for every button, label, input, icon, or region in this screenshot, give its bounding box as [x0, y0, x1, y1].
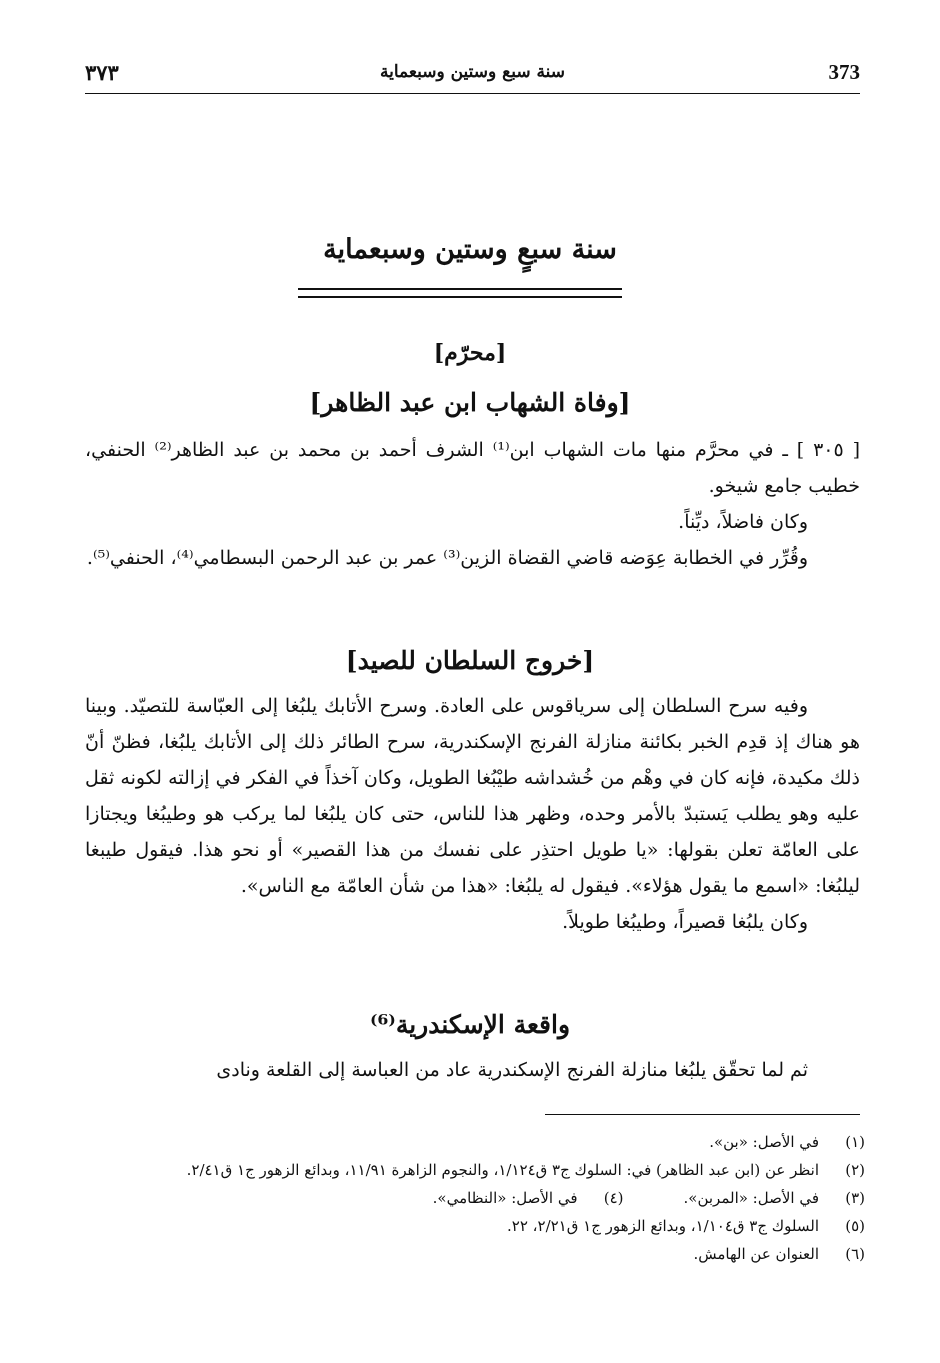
footnote: [85, 1212, 865, 1240]
footnote-row: [85, 1184, 865, 1212]
footnote: [433, 1184, 624, 1212]
footnote: [85, 1128, 865, 1156]
title-rule-bottom: [298, 296, 622, 298]
section-heading-death: [وفاة الشهاب ابن عبد الظاهر]: [309, 388, 631, 417]
footnote-text: في الأصل: «النظامي».: [432, 1189, 578, 1207]
footnote-number: (٤): [603, 1189, 624, 1207]
footnote-text: في الأصل: «بن».: [709, 1133, 819, 1151]
footnote-rule: [545, 1114, 860, 1115]
section-heading-alexandria: واقعة الإسكندرية⁽⁶⁾: [369, 1010, 571, 1039]
footnote-number: (٢): [845, 1161, 865, 1179]
section-heading-hunt: [خروج السلطان للصيد]: [345, 646, 595, 675]
footnote: [85, 1240, 865, 1268]
footnote-text: انظر عن (ابن عبد الظاهر) في: السلوك ج٣ ق١/١٢٤، والنجوم الزاهرة ١١/٩١، وبدائع الزهور ج١ ق٢/٤١.: [186, 1161, 819, 1179]
year-title: سنة سبعٍ وستين وسبعماية: [323, 234, 617, 265]
running-title: سنة سبع وستين وسبعماية: [380, 62, 565, 82]
footnote: [684, 1184, 865, 1212]
running-header: [85, 60, 860, 90]
title-rule-top: [298, 288, 622, 290]
footnote-text: العنوان عن الهامش.: [693, 1245, 819, 1263]
footnote-number: (١): [845, 1133, 865, 1151]
paragraph: وقُرِّر في الخطابة عِوَضه قاضي القضاة الزين⁽³⁾ عمر بن عبد الرحمن البسطامي⁽⁴⁾، الحنفي⁽⁵⁾.: [86, 547, 808, 569]
footnotes: [85, 1128, 865, 1268]
footnote-number: (٥): [845, 1217, 865, 1235]
paragraph: وكان يلبُغا قصيراً، وطيبُغا طويلاً.: [562, 911, 808, 933]
section-body-death: [85, 432, 860, 576]
entry-paragraph: [ ٣٠٥ ] ـ في محرَّم منها مات الشهاب ابن⁽¹⁾ الشرف أحمد بن محمد بن عبد الظاهر⁽²⁾ الحنفي، خطيب جامع شيخو.: [85, 439, 861, 497]
month-heading: [محرّم]: [433, 340, 507, 366]
page-number-arabic: ٣٧٣: [85, 60, 119, 85]
paragraph: ثم لما تحقّق يلبُغا منازلة الفرنج الإسكندرية عاد من العباسة إلى القلعة ونادى: [216, 1059, 808, 1081]
footnote: [85, 1156, 865, 1184]
header-rule: [85, 93, 860, 94]
footnote-number: (٦): [845, 1245, 865, 1263]
page-number-latin: 373: [828, 60, 860, 84]
paragraph: وفيه سرح السلطان إلى سرياقوس على العادة. وسرح الأتابك يلبُغا إلى العبّاسة للتصيّد. وبينا هو هناك إذ قدِم الخبر بكائنة منازلة الفرنج الإسكندرية، سرح الطائر ذلك إلى الأتابك يلبُغا، فظنّ أنّ ذلك مكيدة، فإنه كان في وهْم من خُشداشه طيْبُغا الطويل، وكان آخذاً في الفكر في إزالته لكونه ثقل عليه وهو يطلب يَستبدّ بالأمر وحده، وظهر هذا للناس، حتى كان يلبُغا لما يركب هو وطيبُغا ويجتازا على العامّة تعلن بقولها: «يا طويل احتذِر على نفسك من هذا القصير» أو نحو هذا. فيقول طيبغا ليلبُغا: «اسمع ما يقول هؤلاء». فيقول له يلبُغا: «هذا من شأن العامّة مع الناس».: [85, 695, 860, 897]
section-body-hunt: [85, 688, 860, 940]
footnote-text: في الأصل: «المربن».: [683, 1189, 819, 1207]
paragraph: وكان فاضلاً، ديِّناً.: [678, 511, 808, 533]
section-body-alexandria: [85, 1052, 860, 1088]
footnote-number: (٣): [845, 1189, 865, 1207]
footnote-text: السلوك ج٣ ق١/١٠٤، وبدائع الزهور ج١ ق٢/٢١، ٢٢.: [507, 1217, 819, 1235]
